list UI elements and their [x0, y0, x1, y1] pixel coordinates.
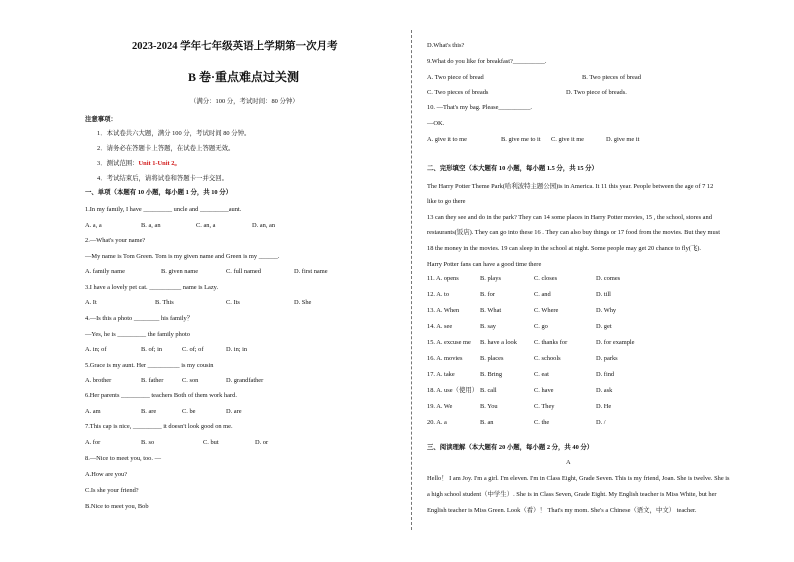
question-2b: —My name is Tom Green. Tom is my given name and Green is my ______.: [85, 253, 280, 260]
question-10b: —OK.: [427, 120, 445, 127]
passage-line: 18 the money in the movies. 19 can sleep in the school at night. Some people may get 20 chance to fly(飞).: [427, 245, 702, 252]
option: B. give me to it: [501, 136, 541, 143]
option: C. Its: [226, 299, 240, 306]
question-6: 6.Her parents _________ teachers Both of them work hard.: [85, 392, 237, 399]
cloze-option: 20. A. a: [427, 419, 447, 426]
option: B. a, an: [141, 222, 161, 229]
option: B. Two pieces of bread: [582, 74, 641, 81]
reading-line: English teacher is Miss Green. Look（看）！ That's my mom. She's a Chinese（语文，中文） teacher.: [427, 507, 697, 514]
section3-heading: 三、阅读理解（本大题有 20 小题，每小题 2 分，共 40 分）: [427, 444, 594, 451]
question-2a: 2.—What's your name?: [85, 237, 146, 244]
option: A.How are you?: [85, 471, 128, 478]
option: A. It: [85, 299, 97, 306]
cloze-option: B. have a look: [480, 339, 517, 346]
option: D. give me it: [606, 136, 640, 143]
cloze-option: B. call: [480, 387, 497, 394]
cloze-option: C. schools: [534, 355, 561, 362]
question-3: 3.I have a lovely pet cat. __________ name is Lazy.: [85, 284, 219, 291]
reading-line: a high school student（中学生）. She is in Class Seven, Grade Eight. My English teacher is Miss White, but her: [427, 491, 717, 498]
question-1: 1.In my family, I have _________ uncle and _________aunt.: [85, 206, 242, 213]
option: C. an, a: [196, 222, 216, 229]
cloze-option: 19. A. We: [427, 403, 453, 410]
cloze-option: D. /: [596, 419, 606, 426]
option: C. of; of: [182, 346, 204, 353]
section1-heading: 一、单项（本题有 10 小题，每小题 1 分，共 10 分）: [85, 189, 232, 196]
option: D. are: [226, 408, 242, 415]
cloze-option: C. They: [534, 403, 555, 410]
option: A. a, a: [85, 222, 102, 229]
section2-heading: 二、完形填空（本大题有 10 小题，每小题 1.5 分，共 15 分）: [427, 165, 598, 172]
reading-line: Hello！ I am Joy. I'm a girl. I'm eleven. I'm in Class Eight, Grade Seven. This is my friend, Joan. She is twelve. She is: [427, 475, 730, 482]
option: C. son: [182, 377, 199, 384]
option: C. give it me: [551, 136, 585, 143]
cloze-option: 14. A. see: [427, 323, 453, 330]
question-4a: 4.—Is this a photo ________ his family？: [85, 315, 194, 322]
cloze-option: D. till: [596, 291, 611, 298]
passage-line: The Harry Potter Theme Park(哈利波特主题公园)is in America. It 11 this year. People between the age of 7 12: [427, 183, 714, 190]
column-divider: [411, 30, 412, 530]
option: D. or: [255, 439, 269, 446]
option: A. family name: [85, 268, 125, 275]
option: B. are: [141, 408, 157, 415]
option: A. brother: [85, 377, 112, 384]
cloze-option: D. He: [596, 403, 612, 410]
option: B. father: [141, 377, 164, 384]
cloze-option: C. closes: [534, 275, 558, 282]
option: C. Two pieces of breads: [427, 89, 489, 96]
option: B. This: [155, 299, 174, 306]
cloze-option: C. go: [534, 323, 548, 330]
exam-meta: （满分：100 分，考试时间：80 分钟）: [190, 98, 299, 105]
cloze-option: D. comes: [596, 275, 621, 282]
cloze-option: C. Where: [534, 307, 559, 314]
question-9: 9.What do you like for breakfast?__________.: [427, 58, 547, 65]
note-item: 4．考试结束后，请将试卷和答题卡一并交回。: [97, 175, 229, 182]
cloze-option: D. ask: [596, 387, 613, 394]
cloze-option: B. for: [480, 291, 495, 298]
passage-label: A: [566, 459, 571, 466]
option: D. first name: [294, 268, 328, 275]
option: C. be: [182, 408, 196, 415]
cloze-option: C. the: [534, 419, 550, 426]
option: A. Two piece of bread: [427, 74, 484, 81]
option: C. but: [203, 439, 219, 446]
cloze-option: 12. A. to: [427, 291, 450, 298]
exam-title: 2023-2024 学年七年级英语上学期第一次月考: [132, 41, 338, 52]
option: B. given name: [161, 268, 199, 275]
passage-line: Harry Potter fans can have a good time there: [427, 261, 542, 268]
note-item: 1．本试卷共六大题，满分 100 分，考试时间 80 分钟。: [97, 130, 251, 137]
cloze-option: B. plays: [480, 275, 501, 282]
option: A. in; of: [85, 346, 107, 353]
option: B. of; in: [141, 346, 163, 353]
option: B. so: [141, 439, 155, 446]
option: A. am: [85, 408, 101, 415]
exam-subtitle: B 卷·重点难点过关测: [188, 70, 300, 84]
cloze-option: B. You: [480, 403, 498, 410]
cloze-option: C. eat: [534, 371, 549, 378]
note-item: 2．请务必在答题卡上答题，在试卷上答题无效。: [97, 145, 235, 152]
passage-line: restaurants(饭店). They can go into these 16 . They can also buy things or 17 food from the movies. But they must: [427, 229, 720, 236]
cloze-option: 17. A. take: [427, 371, 455, 378]
cloze-option: D. Why: [596, 307, 617, 314]
option: D.What's this?: [427, 42, 465, 49]
cloze-option: B. an: [480, 419, 494, 426]
question-5: 5.Grace is my aunt. Her __________ is my cousin: [85, 362, 214, 369]
cloze-option: D. get: [596, 323, 612, 330]
cloze-option: C. thanks for: [534, 339, 568, 346]
cloze-option: B. Bring: [480, 371, 503, 378]
cloze-option: D. for example: [596, 339, 635, 346]
question-7: 7.This cap is nice, _________ it doesn't look good on me.: [85, 423, 233, 430]
cloze-option: 16. A. movies: [427, 355, 463, 362]
option: D. in; in: [226, 346, 248, 353]
option: D. an, an: [252, 222, 276, 229]
option: C.Is she your friend?: [85, 487, 139, 494]
option: A. give it to me: [427, 136, 467, 143]
cloze-option: B. places: [480, 355, 504, 362]
passage-line: like to go there: [427, 198, 466, 205]
question-4b: —Yes, he is _________ the family photo: [85, 331, 190, 338]
cloze-option: D. find: [596, 371, 615, 378]
option: A. for: [85, 439, 101, 446]
option: D. grandfather: [226, 377, 264, 384]
cloze-option: C. have: [534, 387, 554, 394]
cloze-option: 15. A. excuse me: [427, 339, 471, 346]
passage-line: 13 can they see and do in the park? They can 14 some places in Harry Potter movies, 15 , the school, stores and: [427, 214, 712, 221]
cloze-option: 18. A. use（使用）: [427, 387, 479, 394]
option: B.Nice to meet you, Bob: [85, 503, 149, 510]
note-item: 3．测试范围：Unit 1-Unit 2。: [97, 160, 181, 167]
cloze-option: D. parks: [596, 355, 618, 362]
notes-heading: 注意事项：: [85, 116, 117, 123]
cloze-option: 13. A. When: [427, 307, 460, 314]
option: D. Two piece of breads.: [566, 89, 627, 96]
cloze-option: 11. A. opens: [427, 275, 459, 282]
cloze-option: B. say: [480, 323, 496, 330]
question-10a: 10. —That's my bag. Please__________.: [427, 104, 532, 111]
cloze-option: B. What: [480, 307, 502, 314]
question-8: 8.—Nice to meet you, too. —: [85, 455, 161, 462]
option: D. She: [294, 299, 312, 306]
option: C. full named: [226, 268, 261, 275]
test-scope: Unit 1-Unit 2。: [138, 160, 181, 167]
cloze-option: C. and: [534, 291, 551, 298]
